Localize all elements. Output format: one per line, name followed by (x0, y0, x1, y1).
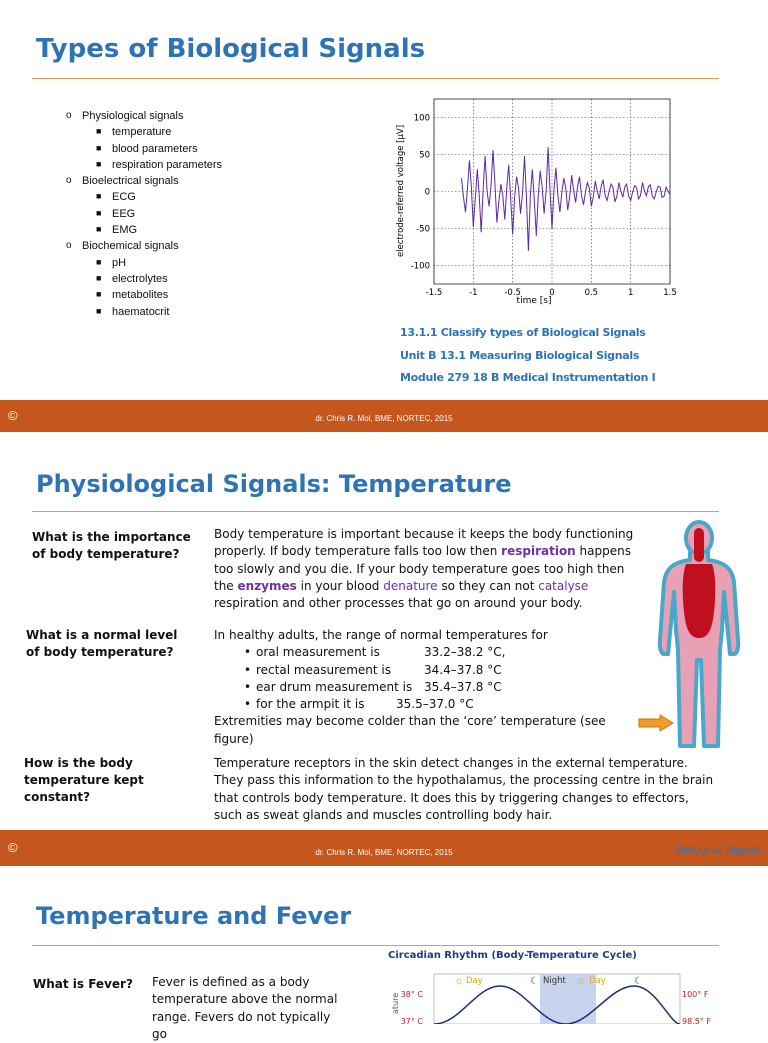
sun-icon: ☼ (576, 975, 587, 987)
list-item: ■ haematocrit (96, 305, 170, 318)
answer-constant: Temperature receptors in the skin detect changes in the external temperature. They pass this information to the hypothalamus, the processing centre in the brain that controls body temperature. It does this by triggering changes to effectors, such as sweat glands and muscles controlling body hair. (214, 756, 714, 822)
moon-icon: ☾ (530, 976, 539, 987)
reference-link[interactable]: Module 279 18 B Medical Instrumentation I (400, 371, 656, 384)
y-axis-label: ature (391, 992, 400, 1014)
list-item: ■ blood parameters (96, 142, 198, 155)
slide-types-of-signals (0, 0, 768, 400)
y-tick-label: 50 (419, 150, 430, 161)
chart-grid (434, 99, 670, 284)
reference-link[interactable]: 13.1.1 Classify types of Biological Signals (400, 326, 646, 339)
reference-link[interactable]: Unit B 13.1 Measuring Biological Signals (400, 348, 640, 362)
copyright-symbol: © (8, 840, 18, 855)
y-tick-label: -50 (416, 224, 430, 235)
slide-title: Temperature and Fever (36, 902, 352, 930)
eeg-signal-chart (388, 90, 688, 312)
signal-type-list (66, 108, 222, 320)
question-constant: How is the body temperature kept constant? (24, 756, 144, 804)
celsius-label: 37° C (400, 1017, 423, 1024)
list-item: ■ respiration parameters (96, 158, 223, 171)
term-enzymes[interactable]: enzymes (237, 578, 297, 593)
y-tick-label: 100 (413, 113, 430, 124)
y-tick-label: 0 (424, 187, 430, 198)
x-tick-label: 1 (627, 288, 634, 298)
question-importance: What is the importance of body temperature? (32, 530, 191, 561)
x-axis-label: time [s] (516, 296, 552, 306)
x-tick-label: -0.5 (504, 288, 521, 298)
list-item: ■ pH (96, 256, 127, 269)
measurement-item: • for the armpit it is 35.5–37.0 °C (244, 697, 474, 712)
moon-icon: ☾ (634, 976, 643, 987)
term-respiration[interactable]: respiration (501, 544, 576, 559)
answer-normal-level: In healthy adults, the range of normal temperatures for • oral measurement is 33.2–38.2 °C, • rectal measurement is 34.4–37.8 °C • ear drum measurement is 35.4–37.8 °C • for the armpit it is 35.5–37.0 °C Extremities may become colder than the ‘core’ temperature (see figure) (214, 627, 634, 748)
question-normal-level: What is a normal level of body temperature? (26, 628, 178, 659)
answer-importance: Body temperature is important because it keeps the body functioning properly. If body temperature falls too low then respiration happens too slowly and you die. If your body temperature goes too high then the enzymes in your blood denature so they can not catalyse respiration and other processes that go on around your body. (214, 527, 634, 611)
question-fever: What is Fever? (33, 977, 133, 991)
title-divider (32, 78, 719, 79)
day-label: Day (466, 976, 483, 986)
x-tick-label: 0.5 (584, 288, 599, 298)
figure-title: Circadian Rhythm (Body-Temperature Cycle) (388, 950, 637, 961)
fahrenheit-label: 100° F (682, 990, 709, 999)
sun-icon: ☼ (454, 975, 465, 987)
x-tick-label: -1 (469, 288, 478, 298)
celsius-label: 38° C (400, 990, 423, 999)
slide-footer (0, 830, 768, 866)
night-label: Night (543, 976, 566, 986)
title-divider (32, 945, 719, 946)
category-item: o Biochemical signals (66, 240, 179, 253)
category-item: o Bioelectrical signals (66, 175, 179, 188)
y-axis-label: electrode-referred voltage [µV] (396, 124, 406, 258)
category-item: o Physiological signals (66, 110, 184, 122)
x-tick-label: -1.5 (425, 288, 443, 298)
eeg-series-line (462, 147, 671, 251)
measurement-item: • ear drum measurement is 35.4–37.8 °C (244, 679, 502, 694)
footer-credit: dr. Chris R. Mol, BME, NORTEC, 2015 (315, 414, 453, 423)
term-catalyse[interactable]: catalyse (538, 578, 589, 593)
slide-temperature-fever (0, 866, 768, 1041)
body-temperature-figure (652, 520, 746, 752)
x-tick-label: 0 (549, 288, 555, 298)
copyright-symbol: © (8, 408, 18, 423)
circadian-rhythm-figure (390, 966, 730, 1024)
list-item: ■ ECG (96, 191, 136, 204)
list-item: ■ EMG (96, 224, 138, 237)
fahrenheit-label: 98.5° F (682, 1017, 711, 1024)
term-denature[interactable]: denature (383, 578, 438, 593)
module-references (400, 322, 655, 390)
footer-credit: dr. Chris R. Mol, BME, NORTEC, 2015 (315, 848, 453, 857)
slide-title: Physiological Signals: Temperature (36, 470, 512, 498)
x-tick-label: 1.5 (663, 288, 677, 298)
answer-fever: Fever is defined as a body temperature above the normal range. Fevers do not typically go (152, 975, 338, 1041)
measurement-item: • rectal measurement is 34.4–37.8 °C (244, 662, 502, 677)
list-item: ■ temperature (96, 126, 172, 139)
list-item: ■ metabolites (96, 289, 169, 302)
slide-temperature (0, 432, 768, 830)
y-tick-label: -100 (410, 261, 430, 272)
list-item: ■ EEG (96, 207, 136, 220)
title-divider (32, 511, 719, 512)
measurement-item: • oral measurement is 33.2–38.2 °C, (244, 645, 506, 660)
footer-tag[interactable]: Biological Signals (675, 844, 762, 856)
slide-footer (0, 400, 768, 432)
list-item: ■ electrolytes (96, 272, 168, 285)
slide-title: Types of Biological Signals (36, 34, 426, 64)
day-label: Day (589, 976, 606, 986)
